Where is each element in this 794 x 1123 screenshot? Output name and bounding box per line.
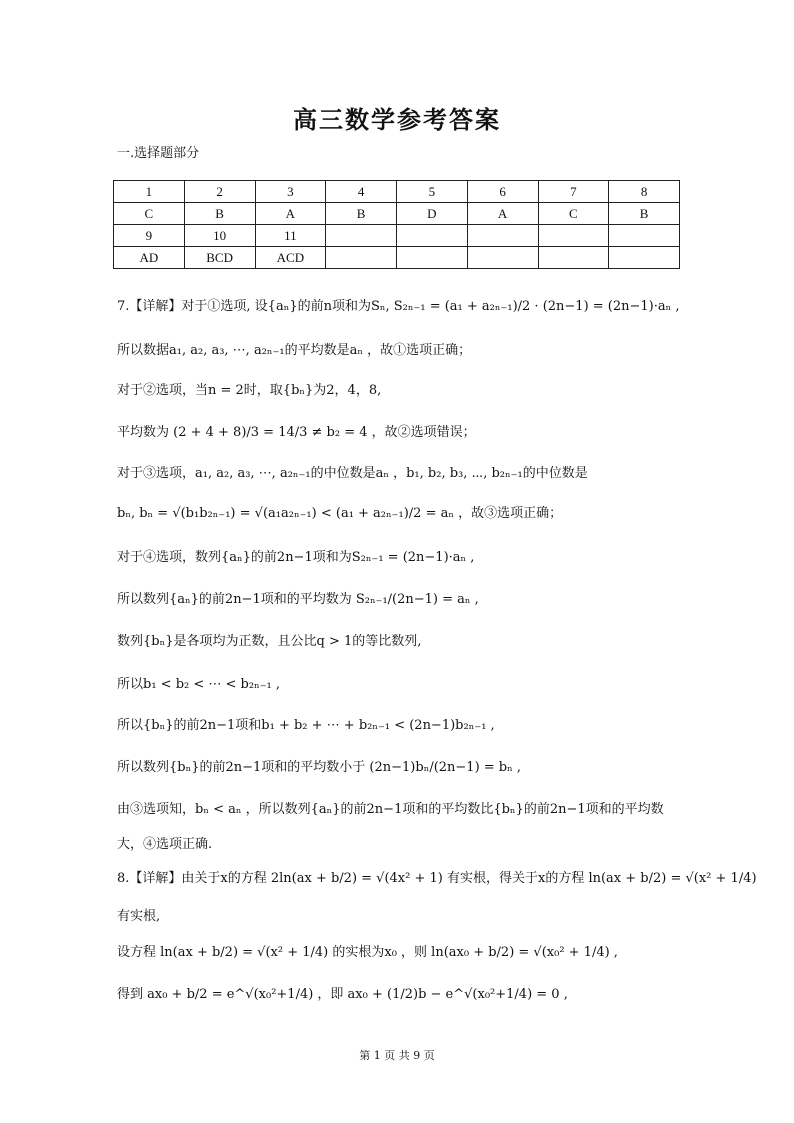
table-cell: B <box>609 203 680 225</box>
table-cell: A <box>467 203 538 225</box>
solution-line: 所以数列{bₙ}的前2n−1项和的平均数小于 (2n−1)bₙ/(2n−1) = bₙ , <box>117 760 522 775</box>
table-cell <box>538 225 609 247</box>
table-row <box>114 203 680 225</box>
page-title: 高三数学参考答案 <box>293 106 501 134</box>
table-cell: 9 <box>114 225 185 247</box>
table-cell: C <box>538 203 609 225</box>
table-cell: 6 <box>467 181 538 203</box>
table-cell: 4 <box>326 181 397 203</box>
table-cell <box>538 247 609 269</box>
table-cell: 7 <box>538 181 609 203</box>
table-cell: B <box>326 203 397 225</box>
solution-line: 对于④选项，数列{aₙ}的前2n−1项和为S₂ₙ₋₁ = (2n−1)·aₙ , <box>117 550 475 565</box>
table-cell: AD <box>114 247 185 269</box>
section-heading: 一.选择题部分 <box>117 146 200 161</box>
table-cell: 10 <box>184 225 255 247</box>
solution-line: 所以数据a₁, a₂, a₃, ⋯, a₂ₙ₋₁的平均数是aₙ ，故①选项正确； <box>117 343 472 358</box>
table-cell: B <box>184 203 255 225</box>
answer-table <box>113 180 680 269</box>
table-cell: C <box>114 203 185 225</box>
table-cell: 3 <box>255 181 326 203</box>
solution-line: 有实根, <box>117 909 161 924</box>
solution-line: 对于②选项，当n = 2时，取{bₙ}为2，4，8, <box>117 383 382 398</box>
table-cell: 8 <box>609 181 680 203</box>
table-cell <box>467 225 538 247</box>
table-cell <box>609 247 680 269</box>
table-cell: A <box>255 203 326 225</box>
solution-line: 数列{bₙ}是各项均为正数，且公比q > 1的等比数列, <box>117 634 422 649</box>
solution-line: 所以{bₙ}的前2n−1项和b₁ + b₂ + ⋯ + b₂ₙ₋₁ < (2n−1)b₂ₙ₋₁ , <box>117 718 495 733</box>
table-cell: D <box>397 203 468 225</box>
table-row <box>114 181 680 203</box>
solution-line: 大，④选项正确. <box>117 837 213 852</box>
solution-line: 8.【详解】由关于x的方程 2ln(ax + b/2) = √(4x² + 1) 有实根，得关于x的方程 ln(ax + b/2) = √(x² + 1/4) <box>117 871 757 886</box>
table-cell <box>326 247 397 269</box>
table-cell <box>467 247 538 269</box>
solution-line: 平均数为 (2 + 4 + 8)/3 = 14/3 ≠ b₂ = 4 ，故②选项错误； <box>117 425 476 440</box>
table-cell <box>397 247 468 269</box>
table-cell: 11 <box>255 225 326 247</box>
table-cell: 5 <box>397 181 468 203</box>
table-cell: BCD <box>184 247 255 269</box>
page-footer: 第 1 页 共 9 页 <box>359 1049 435 1062</box>
solution-line: 由③选项知，bₙ < aₙ ，所以数列{aₙ}的前2n−1项和的平均数比{bₙ}的前2n−1项和的平均数 <box>117 802 664 817</box>
solution-line: 得到 ax₀ + b/2 = e^√(x₀²+1/4) ，即 ax₀ + (1/2)b − e^√(x₀²+1/4) = 0 , <box>117 987 568 1002</box>
table-cell: ACD <box>255 247 326 269</box>
table-cell <box>609 225 680 247</box>
solution-line: 所以b₁ < b₂ < ⋯ < b₂ₙ₋₁ , <box>117 677 281 692</box>
table-cell: 2 <box>184 181 255 203</box>
table-cell: 1 <box>114 181 185 203</box>
table-row <box>114 225 680 247</box>
table-cell <box>326 225 397 247</box>
solution-line: 对于③选项，a₁, a₂, a₃, ⋯, a₂ₙ₋₁的中位数是aₙ ，b₁, b₂, b₃, ⋯, b₂ₙ₋₁的中位数是 <box>117 466 588 481</box>
table-cell <box>397 225 468 247</box>
solution-line: bₙ, bₙ = √(b₁b₂ₙ₋₁) = √(a₁a₂ₙ₋₁) < (a₁ + a₂ₙ₋₁)/2 = aₙ ，故③选项正确； <box>117 506 563 521</box>
table-row <box>114 247 680 269</box>
solution-line: 7.【详解】对于①选项, 设{aₙ}的前n项和为Sₙ, S₂ₙ₋₁ = (a₁ + a₂ₙ₋₁)/2 · (2n−1) = (2n−1)·aₙ , <box>117 299 680 314</box>
solution-line: 所以数列{aₙ}的前2n−1项和的平均数为 S₂ₙ₋₁/(2n−1) = aₙ , <box>117 592 479 607</box>
solution-line: 设方程 ln(ax + b/2) = √(x² + 1/4) 的实根为x₀ ，则 ln(ax₀ + b/2) = √(x₀² + 1/4) , <box>117 945 618 960</box>
